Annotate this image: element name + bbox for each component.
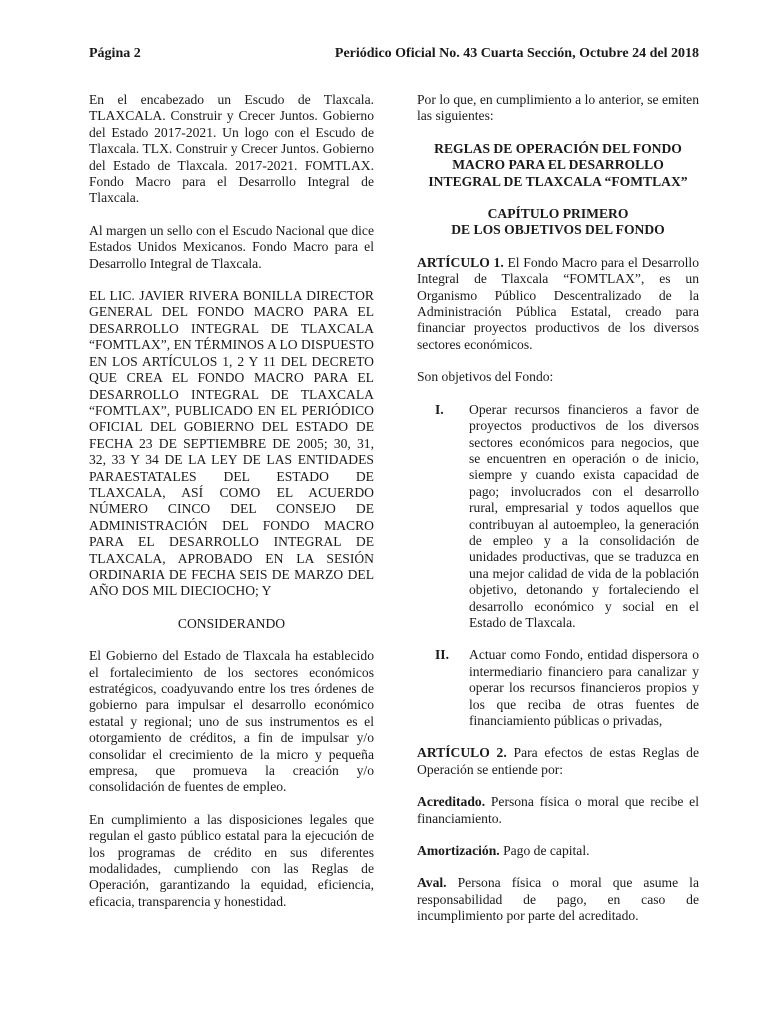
- objective-text: Operar recursos financieros a favor de proyectos productivos de los diversos sectores económicos para negocios, que se encuentren en operación o de inicio, siempre y cuando exista capacidad de pago; involucrados con el desarrollo rural, empresarial y todos aquellos que contribuyan al autoempleo, la generación de empleo y a la consolidación de unidades productivas, que se traduzca en una mejor calidad de vida de la población objetivo, detonando y fortaleciendo el desarrollo económico y social en el Estado de Tlaxcala.: [469, 401, 699, 630]
- considerando-heading: CONSIDERANDO: [177, 615, 286, 631]
- definition-term: Aval.: [417, 875, 447, 891]
- article-1: [417, 255, 699, 353]
- article-1-label: ARTÍCULO 1.: [417, 254, 504, 270]
- objective-item: [417, 647, 699, 729]
- right-column: [417, 92, 699, 941]
- definition-text: Pago de capital.: [499, 843, 590, 859]
- left-column: [89, 92, 374, 926]
- definition-term: Acreditado.: [417, 794, 486, 810]
- objective-number: II.: [435, 647, 449, 663]
- seal-description-paragraph: Al margen un sello con el Escudo Nacional que dice Estados Unidos Mexicanos. Fondo Macro para el Desarrollo Integral de Tlaxcala.: [89, 222, 374, 271]
- rules-title-line-3: INTEGRAL DE TLAXCALA “FOMTLAX”: [428, 173, 688, 189]
- director-preamble-paragraph: EL LIC. JAVIER RIVERA BONILLA DIRECTOR GENERAL DEL FONDO MACRO PARA EL DESARROLLO INTEGRAL DE TLAXCALA “FOMTLAX”, EN TÉRMINOS A LO DISPUESTO EN LOS ARTÍCULOS 1, 2 Y 11 DEL DECRETO QUE CREA EL FONDO MACRO PARA EL DESARROLLO INTEGRAL DE TLAXCALA “FOMTLAX”, PUBLICADO EN EL PERIÓDICO OFICIAL DEL GOBIERNO DEL ESTADO DE FECHA 23 DE SEPTIEMBRE DE 2005; 30, 31, 32, 33 Y 34 DE LA LEY DE LAS ENTIDADES PARAESTATALES DEL ESTADO DE TLAXCALA, ASÍ COMO EL ACUERDO NÚMERO CINCO DEL CONSEJO DE ADMINISTRACIÓN DEL FONDO MACRO PARA EL DESARROLLO INTEGRAL DE TLAXCALA, APROBADO EN LA SESIÓN ORDINARIA DE FECHA SEIS DE MARZO DEL AÑO DOS MIL DIECIOCHO; Y: [89, 288, 374, 599]
- definition-term: Amortización.: [417, 843, 500, 859]
- page-number: Página 2: [89, 46, 141, 61]
- chapter-title: [417, 206, 699, 239]
- chapter-title-line-2: DE LOS OBJETIVOS DEL FONDO: [451, 222, 665, 238]
- objective-item: [417, 402, 699, 632]
- objective-text: Actuar como Fondo, entidad dispersora o intermediario financiero para canalizar y operar los recursos financieros propios y los que reciba de otras fuentes de financiamiento públicas o privadas,: [469, 647, 699, 728]
- considerando-paragraph-1: El Gobierno del Estado de Tlaxcala ha establecido el fortalecimiento de los sectores económicos estratégicos, coadyuvando entre los tres órdenes de gobierno para impulsar el desarrollo económico estatal y regional; uno de sus instrumentos es el otorgamiento de créditos, a fin de impulsar y/o consolidar el crecimiento de la micro y pequeña empresa, que promueva la creación y/o consolidación de fuentes de empleo.: [89, 648, 374, 795]
- article-1-text: El Fondo Macro para el Desarrollo Integral de Tlaxcala “FOMTLAX”, es un Organismo Público Descentralizado de la Administración Pública Estatal, creado para financiar proyectos productivos de los diversos sectores económicos.: [417, 254, 699, 352]
- objective-number: I.: [435, 401, 444, 417]
- article-2-label: ARTÍCULO 2.: [417, 745, 507, 761]
- considerando-paragraph-2: En cumplimiento a las disposiciones legales que regulan el gasto público estatal para la ejecución de los programas de crédito en sus diferentes modalidades, cumpliendo con las Reglas de Operación, garantizando la equidad, eficiencia, eficacia, transparencia y honestidad.: [89, 811, 374, 909]
- definition-amortizacion: [417, 843, 699, 859]
- definition-aval: [417, 875, 699, 924]
- definition-acreditado: [417, 794, 699, 827]
- definition-text: Persona física o moral que recibe el financiamiento.: [417, 794, 699, 826]
- rules-title-line-2: MACRO PARA EL DESARROLLO: [452, 157, 664, 173]
- article-2-text: Para efectos de estas Reglas de Operación se entiende por:: [417, 745, 699, 777]
- article-2: [417, 745, 699, 778]
- rules-title-line-1: REGLAS DE OPERACIÓN DEL FONDO: [434, 140, 682, 156]
- chapter-title-line-1: CAPÍTULO PRIMERO: [487, 206, 629, 222]
- publication-header: Periódico Oficial No. 43 Cuarta Sección, Octubre 24 del 2018: [334, 46, 699, 61]
- rules-title: [417, 141, 699, 190]
- definition-text: Persona física o moral que asume la responsabilidad de pago, en caso de incumplimiento por parte del acreditado.: [417, 875, 699, 924]
- objectives-intro: Son objetivos del Fondo:: [417, 369, 554, 385]
- intro-paragraph: Por lo que, en cumplimiento a lo anterior, se emiten las siguientes:: [417, 92, 699, 124]
- heading-description-paragraph: En el encabezado un Escudo de Tlaxcala. TLAXCALA. Construir y Crecer Juntos. Gobierno del Estado 2017-2021. Un logo con el Escudo de Tlaxcala. TLX. Construir y Crecer Juntos. Gobierno del Estado de Tlaxcala. 2017-2021. FOMTLAX. Fondo Macro para el Desarrollo Integral de Tlaxcala.: [89, 92, 374, 206]
